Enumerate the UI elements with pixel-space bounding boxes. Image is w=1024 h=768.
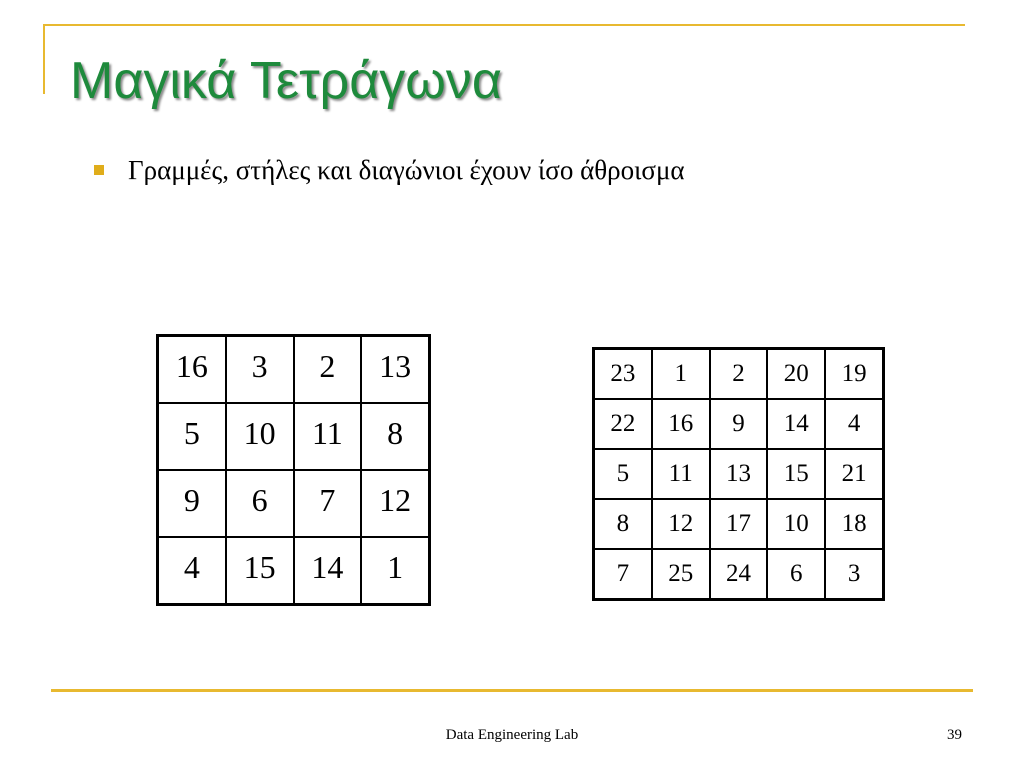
table-cell: 21 <box>825 449 883 499</box>
table-cell: 22 <box>594 399 652 449</box>
table-cell: 3 <box>825 549 883 600</box>
table-row <box>594 549 884 600</box>
table-cell: 2 <box>294 336 362 404</box>
table-row <box>594 449 884 499</box>
table-cell: 7 <box>594 549 652 600</box>
table-cell: 23 <box>594 349 652 400</box>
table-cell: 5 <box>158 403 226 470</box>
table-cell: 25 <box>652 549 710 600</box>
table-row <box>158 537 430 605</box>
table-cell: 5 <box>594 449 652 499</box>
table-row <box>594 499 884 549</box>
table-cell: 7 <box>294 470 362 537</box>
table-cell: 16 <box>158 336 226 404</box>
footer-text: Data Engineering Lab <box>445 727 579 743</box>
bottom-rule <box>51 689 973 692</box>
magic-square-4x4 <box>156 334 431 606</box>
table-row <box>158 336 430 404</box>
table-cell: 1 <box>652 349 710 400</box>
top-rule <box>43 24 965 26</box>
table-cell: 15 <box>226 537 294 605</box>
table-cell: 9 <box>158 470 226 537</box>
table-cell: 13 <box>361 336 429 404</box>
table-cell: 17 <box>710 499 768 549</box>
bullet-item <box>94 153 685 187</box>
table-cell: 6 <box>226 470 294 537</box>
table-row <box>594 349 884 400</box>
table-cell: 11 <box>294 403 362 470</box>
table-cell: 3 <box>226 336 294 404</box>
slide-title: Μαγικά Τετράγωνα <box>70 52 502 110</box>
table-cell: 10 <box>767 499 825 549</box>
table-cell: 19 <box>825 349 883 400</box>
magic-square-5x5 <box>592 347 885 601</box>
table-cell: 12 <box>361 470 429 537</box>
table-cell: 12 <box>652 499 710 549</box>
table-cell: 16 <box>652 399 710 449</box>
table-cell: 13 <box>710 449 768 499</box>
table-cell: 10 <box>226 403 294 470</box>
table-cell: 14 <box>767 399 825 449</box>
table-cell: 11 <box>652 449 710 499</box>
table-cell: 2 <box>710 349 768 400</box>
table-cell: 1 <box>361 537 429 605</box>
page-number: 39 <box>947 727 962 743</box>
side-rule <box>43 24 45 94</box>
bullet-square-icon <box>94 165 104 175</box>
table-cell: 15 <box>767 449 825 499</box>
table-cell: 18 <box>825 499 883 549</box>
table-cell: 6 <box>767 549 825 600</box>
table-cell: 4 <box>158 537 226 605</box>
table-row <box>158 470 430 537</box>
table-row <box>158 403 430 470</box>
table-cell: 20 <box>767 349 825 400</box>
bullet-text: Γραμμές, στήλες και διαγώνιοι έχουν ίσο άθροισμα <box>128 155 685 185</box>
table-cell: 8 <box>361 403 429 470</box>
table-cell: 24 <box>710 549 768 600</box>
table-cell: 14 <box>294 537 362 605</box>
table-cell: 9 <box>710 399 768 449</box>
table-row <box>594 399 884 449</box>
table-cell: 8 <box>594 499 652 549</box>
table-cell: 4 <box>825 399 883 449</box>
